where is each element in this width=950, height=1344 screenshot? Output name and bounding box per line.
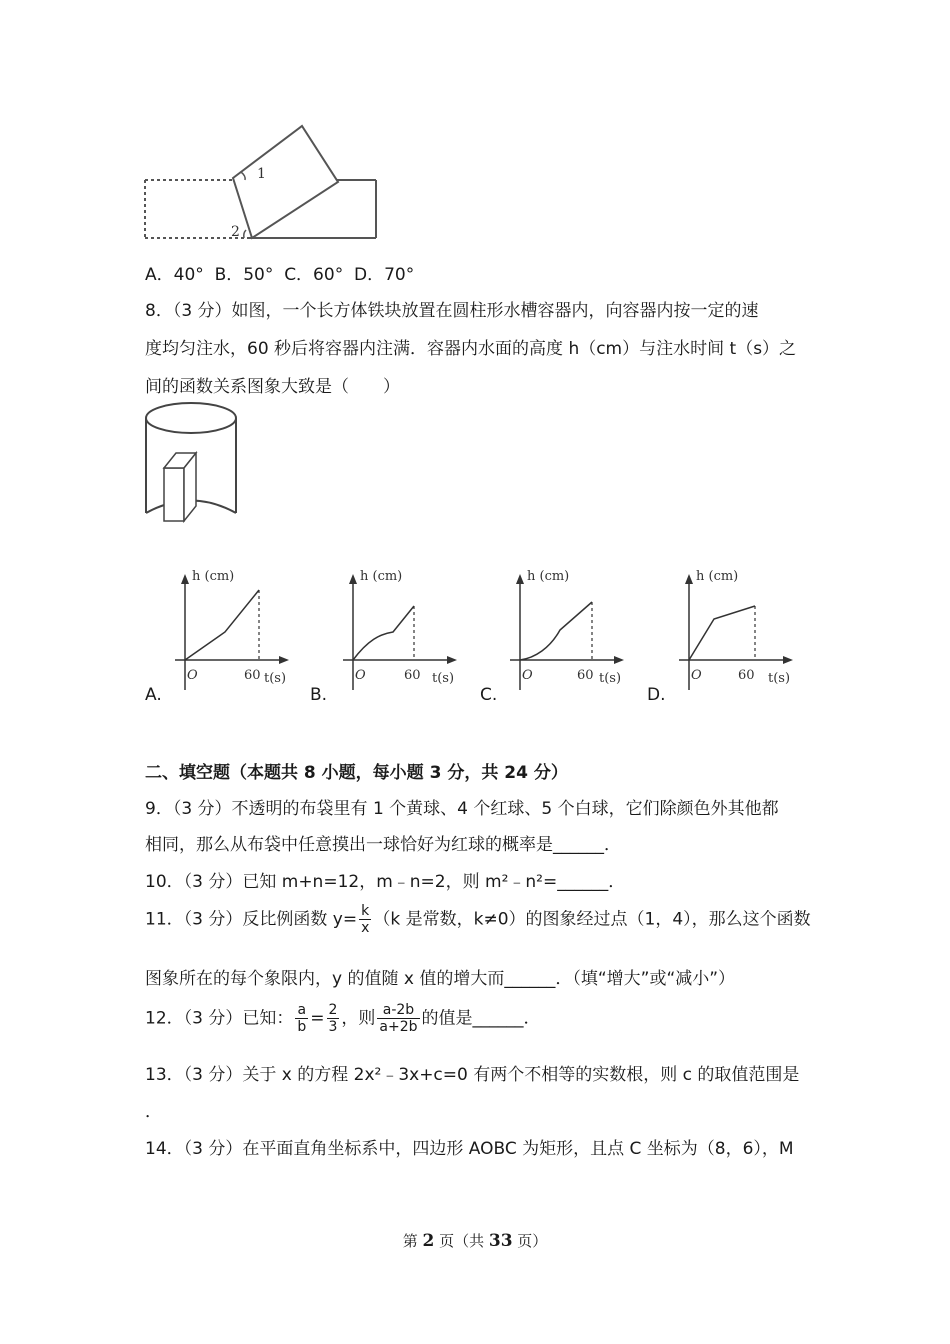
graph-b-x-arrow: [447, 656, 457, 664]
graph-c-tick-60: 60: [577, 668, 594, 683]
graph-d-x-arrow: [783, 656, 793, 664]
graph-a-tick-60: 60: [244, 668, 261, 683]
tilted-block: [233, 126, 338, 238]
graph-b-curve: [353, 605, 415, 660]
graph-a-curve: [185, 590, 259, 660]
q9-line-1: 9．（3 分）不透明的布袋里有 1 个黄球、4 个红球、5 个白球，它们除颜色外其他都: [145, 799, 779, 819]
q8-option-b-label: B.: [310, 685, 328, 705]
q13-line-1: 13．（3 分）关于 x 的方程 2x²﹣3x+c=0 有两个不相等的实数根，则 c 的取值范围是: [145, 1065, 800, 1085]
q12-f1-den: b: [297, 1019, 307, 1035]
graph-a-y-arrow: [181, 574, 189, 584]
graph-c-xlabel: t(s): [599, 671, 622, 686]
graph-d-xlabel: t(s): [768, 671, 791, 686]
graph-a-origin: O: [187, 668, 198, 683]
q7-figure: [140, 120, 390, 245]
q12-post: 的值是______．: [421, 1008, 541, 1029]
q7-option-a: A．40°: [145, 265, 204, 285]
q11-line-2: 图象所在的每个象限内，y 的值随 x 值的增大而______．（填“增大”或“减小”）: [145, 969, 736, 989]
graph-c-origin: O: [522, 668, 533, 683]
angle2-arc: [244, 230, 246, 238]
graph-b-xlabel: t(s): [432, 671, 455, 686]
q11-line-1: [145, 903, 811, 936]
graph-b-y-arrow: [349, 574, 357, 584]
q7-option-b: B．50°: [214, 265, 274, 285]
footer-page-number: 2: [422, 1231, 435, 1251]
footer-post: 页）: [512, 1232, 548, 1250]
q12-f1-num: a: [295, 1002, 308, 1019]
q7-option-c: C．60°: [284, 265, 344, 285]
q13-line-2: ．: [145, 1102, 162, 1122]
q8-option-a-label: A.: [145, 685, 162, 705]
graph-b-origin: O: [355, 668, 366, 683]
graph-b-ylabel: h (cm): [360, 569, 403, 584]
footer-total-pages: 33: [488, 1231, 513, 1251]
graph-d-y-arrow: [685, 574, 693, 584]
q12-f2-den: 3: [328, 1019, 338, 1035]
q12-eq: =: [310, 1008, 325, 1029]
q12-f3-den: a+2b: [379, 1019, 418, 1035]
graph-a-x-arrow: [279, 656, 289, 664]
q11-post: （k 是常数，k≠0）的图象经过点（1，4），那么这个函数: [373, 909, 811, 930]
graph-c-y-arrow: [516, 574, 524, 584]
graph-c: [505, 560, 630, 695]
q12-f3-num: a-2b: [377, 1002, 419, 1019]
q12-fraction-3: [377, 1002, 419, 1035]
cylinder-top: [146, 403, 236, 433]
q12-fraction-1: [295, 1002, 308, 1035]
graph-b-curve-main: [353, 606, 414, 660]
q12-mid: ，则: [341, 1008, 376, 1029]
graph-a: [170, 560, 295, 695]
cylinder-figure: [138, 398, 248, 533]
q8-line-2: 度均匀注水，60 秒后将容器内注满．容器内水面的高度 h（cm）与注水时间 t（s）之: [145, 339, 797, 359]
graph-c-x-arrow: [614, 656, 624, 664]
graph-b: [338, 560, 463, 695]
graph-d-curve: [689, 606, 755, 660]
graph-c-curve: [520, 602, 592, 660]
q9-line-2: 相同，那么从布袋中任意摸出一球恰好为红球的概率是______．: [145, 835, 621, 855]
angle2-label: 2: [231, 224, 240, 240]
q12-pre: 12．（3 分）已知：: [145, 1008, 294, 1029]
q12-f2-num: 2: [328, 1002, 338, 1018]
q12-fraction-2: [327, 1002, 340, 1035]
angle1-label: 1: [257, 166, 266, 182]
graph-c-ylabel: h (cm): [527, 569, 570, 584]
page-footer: [0, 1230, 950, 1251]
graph-a-ylabel: h (cm): [192, 569, 235, 584]
q11-frac-num: k: [359, 903, 371, 920]
q7-option-d: D．70°: [354, 265, 415, 285]
section-2-heading: 二、填空题（本题共 8 小题，每小题 3 分，共 24 分）: [145, 763, 568, 783]
q11-frac-den: x: [361, 920, 370, 936]
graph-d-ylabel: h (cm): [696, 569, 739, 584]
q14-line: 14．（3 分）在平面直角坐标系中，四边形 AOBC 为矩形，且点 C 坐标为（8，6），M: [145, 1139, 794, 1159]
q8-option-d-label: D.: [647, 685, 666, 705]
graph-d-origin: O: [691, 668, 702, 683]
q8-option-c-label: C.: [480, 685, 498, 705]
q8-line-1: 8．（3 分）如图，一个长方体铁块放置在圆柱形水槽容器内，向容器内按一定的速: [145, 301, 759, 321]
q8-line-3: 间的函数关系图象大致是（ ）: [145, 377, 400, 397]
q7-options: [145, 260, 414, 285]
q10-line: 10．（3 分）已知 m+n=12，m﹣n=2，则 m²﹣n²=______．: [145, 872, 626, 892]
footer-pre: 第: [402, 1232, 423, 1250]
q11-pre: 11．（3 分）反比例函数 y=: [145, 909, 358, 930]
q12-line: [145, 1002, 541, 1035]
graph-d-tick-60: 60: [738, 668, 755, 683]
q11-fraction: [359, 903, 371, 936]
graph-d: [674, 560, 799, 695]
graph-b-tick-60: 60: [404, 668, 421, 683]
block-front: [164, 468, 184, 521]
footer-mid: 页（共: [434, 1232, 489, 1250]
graph-a-xlabel: t(s): [264, 671, 287, 686]
